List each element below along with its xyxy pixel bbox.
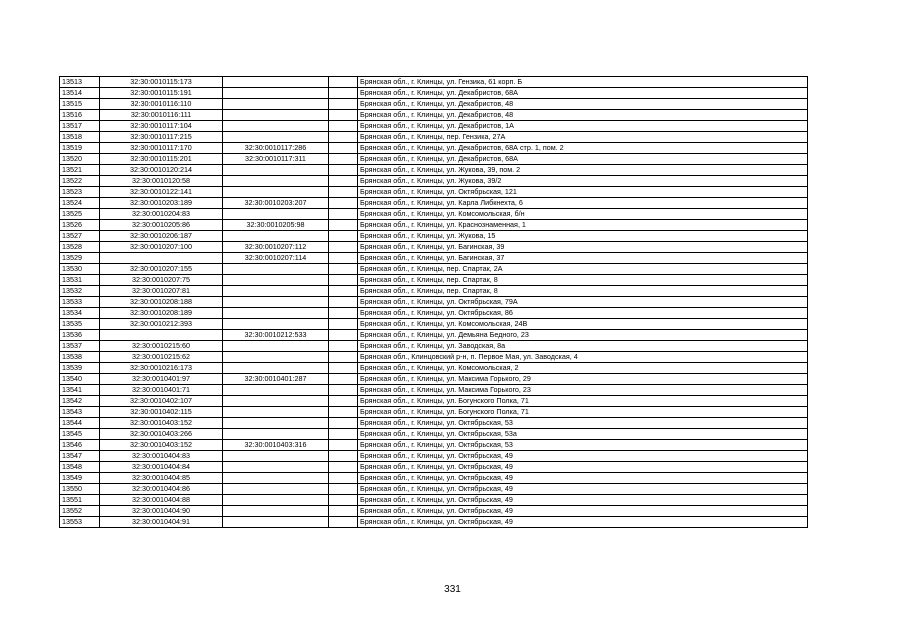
related-cadastral-number xyxy=(223,275,329,286)
address: Брянская обл., г. Клинцы, ул. Гензика, 61 корп. Б xyxy=(358,77,808,88)
empty-cell xyxy=(329,451,358,462)
cadastral-number: 32:30:0010208:188 xyxy=(100,297,223,308)
empty-cell xyxy=(329,297,358,308)
table-row xyxy=(60,165,808,176)
related-cadastral-number xyxy=(223,352,329,363)
row-number: 13515 xyxy=(60,99,100,110)
cadastral-number: 32:30:0010215:62 xyxy=(100,352,223,363)
table-row xyxy=(60,110,808,121)
address: Брянская обл., г. Клинцы, ул. Карла Либкнехта, 6 xyxy=(358,198,808,209)
row-number: 13513 xyxy=(60,77,100,88)
empty-cell xyxy=(329,363,358,374)
row-number: 13530 xyxy=(60,264,100,275)
address: Брянская обл., г. Клинцы, ул. Жукова, 15 xyxy=(358,231,808,242)
empty-cell xyxy=(329,88,358,99)
empty-cell xyxy=(329,220,358,231)
related-cadastral-number: 32:30:0010207:112 xyxy=(223,242,329,253)
row-number: 13523 xyxy=(60,187,100,198)
related-cadastral-number xyxy=(223,286,329,297)
table-row xyxy=(60,341,808,352)
empty-cell xyxy=(329,187,358,198)
address: Брянская обл., г. Клинцы, ул. Заводская, 8а xyxy=(358,341,808,352)
address: Брянская обл., г. Клинцы, ул. Октябрьская, 49 xyxy=(358,484,808,495)
table-row xyxy=(60,198,808,209)
empty-cell xyxy=(329,231,358,242)
table-row xyxy=(60,462,808,473)
row-number: 13551 xyxy=(60,495,100,506)
row-number: 13532 xyxy=(60,286,100,297)
empty-cell xyxy=(329,143,358,154)
table-row xyxy=(60,330,808,341)
table-row xyxy=(60,187,808,198)
address: Брянская обл., г. Клинцы, ул. Комсомольская, 24В xyxy=(358,319,808,330)
related-cadastral-number xyxy=(223,231,329,242)
empty-cell xyxy=(329,374,358,385)
cadastral-number: 32:30:0010117:170 xyxy=(100,143,223,154)
table-row xyxy=(60,242,808,253)
address: Брянская обл., г. Клинцы, ул. Октябрьская, 49 xyxy=(358,451,808,462)
empty-cell xyxy=(329,275,358,286)
related-cadastral-number: 32:30:0010205:98 xyxy=(223,220,329,231)
row-number: 13521 xyxy=(60,165,100,176)
row-number: 13533 xyxy=(60,297,100,308)
address: Брянская обл., г. Клинцы, ул. Максима Горького, 29 xyxy=(358,374,808,385)
cadastral-number: 32:30:0010205:86 xyxy=(100,220,223,231)
row-number: 13542 xyxy=(60,396,100,407)
cadastral-number: 32:30:0010404:86 xyxy=(100,484,223,495)
empty-cell xyxy=(329,396,358,407)
row-number: 13546 xyxy=(60,440,100,451)
address: Брянская обл., г. Клинцы, пер. Спартак, 8 xyxy=(358,275,808,286)
row-number: 13547 xyxy=(60,451,100,462)
address: Брянская обл., г. Клинцы, ул. Декабристов, 68А стр. 1, пом. 2 xyxy=(358,143,808,154)
address: Брянская обл., г. Клинцы, ул. Декабристов, 68А xyxy=(358,88,808,99)
table-row xyxy=(60,396,808,407)
cadastral-number: 32:30:0010215:60 xyxy=(100,341,223,352)
property-table xyxy=(59,76,808,528)
cadastral-number: 32:30:0010204:83 xyxy=(100,209,223,220)
related-cadastral-number xyxy=(223,341,329,352)
row-number: 13525 xyxy=(60,209,100,220)
address: Брянская обл., г. Клинцы, ул. Октябрьская, 121 xyxy=(358,187,808,198)
empty-cell xyxy=(329,253,358,264)
cadastral-number: 32:30:0010402:115 xyxy=(100,407,223,418)
related-cadastral-number xyxy=(223,165,329,176)
cadastral-number: 32:30:0010403:266 xyxy=(100,429,223,440)
table-row xyxy=(60,231,808,242)
address: Брянская обл., г. Клинцы, ул. Октябрьская, 49 xyxy=(358,506,808,517)
cadastral-number: 32:30:0010216:173 xyxy=(100,363,223,374)
page-number: 331 xyxy=(444,584,461,595)
related-cadastral-number: 32:30:0010401:287 xyxy=(223,374,329,385)
related-cadastral-number xyxy=(223,484,329,495)
table-row xyxy=(60,484,808,495)
empty-cell xyxy=(329,418,358,429)
row-number: 13553 xyxy=(60,517,100,528)
related-cadastral-number xyxy=(223,495,329,506)
row-number: 13548 xyxy=(60,462,100,473)
address: Брянская обл., г. Клинцы, ул. Богунского Полка, 71 xyxy=(358,407,808,418)
cadastral-number: 32:30:0010206:187 xyxy=(100,231,223,242)
table-row xyxy=(60,264,808,275)
address: Брянская обл., г. Клинцы, пер. Спартак, 8 xyxy=(358,286,808,297)
related-cadastral-number xyxy=(223,418,329,429)
address: Брянская обл., г. Клинцы, ул. Декабристов, 48 xyxy=(358,99,808,110)
row-number: 13541 xyxy=(60,385,100,396)
related-cadastral-number: 32:30:0010117:286 xyxy=(223,143,329,154)
table-row xyxy=(60,99,808,110)
related-cadastral-number xyxy=(223,121,329,132)
row-number: 13544 xyxy=(60,418,100,429)
table-row xyxy=(60,297,808,308)
row-number: 13537 xyxy=(60,341,100,352)
table-row xyxy=(60,352,808,363)
property-table-body xyxy=(60,77,808,528)
empty-cell xyxy=(329,352,358,363)
related-cadastral-number: 32:30:0010203:207 xyxy=(223,198,329,209)
table-row xyxy=(60,121,808,132)
empty-cell xyxy=(329,198,358,209)
related-cadastral-number xyxy=(223,209,329,220)
cadastral-number: 32:30:0010404:84 xyxy=(100,462,223,473)
row-number: 13535 xyxy=(60,319,100,330)
table-row xyxy=(60,418,808,429)
related-cadastral-number xyxy=(223,506,329,517)
empty-cell xyxy=(329,330,358,341)
table-row xyxy=(60,363,808,374)
table-row xyxy=(60,77,808,88)
table-row xyxy=(60,451,808,462)
related-cadastral-number xyxy=(223,187,329,198)
empty-cell xyxy=(329,495,358,506)
related-cadastral-number xyxy=(223,176,329,187)
empty-cell xyxy=(329,77,358,88)
cadastral-number: 32:30:0010404:83 xyxy=(100,451,223,462)
related-cadastral-number xyxy=(223,319,329,330)
row-number: 13536 xyxy=(60,330,100,341)
row-number: 13531 xyxy=(60,275,100,286)
cadastral-number: 32:30:0010116:111 xyxy=(100,110,223,121)
cadastral-number: 32:30:0010207:155 xyxy=(100,264,223,275)
cadastral-number: 32:30:0010404:88 xyxy=(100,495,223,506)
cadastral-number: 32:30:0010115:173 xyxy=(100,77,223,88)
address: Брянская обл., г. Клинцы, ул. Максима Горького, 23 xyxy=(358,385,808,396)
cadastral-number: 32:30:0010401:71 xyxy=(100,385,223,396)
cadastral-number: 32:30:0010403:152 xyxy=(100,440,223,451)
address: Брянская обл., г. Клинцы, ул. Октябрьская, 49 xyxy=(358,462,808,473)
address: Брянская обл., г. Клинцы, ул. Октябрьская, 53 xyxy=(358,418,808,429)
address: Брянская обл., г. Клинцы, пер. Гензика, 27А xyxy=(358,132,808,143)
empty-cell xyxy=(329,264,358,275)
address: Брянская обл., г. Клинцы, ул. Декабристов, 1А xyxy=(358,121,808,132)
empty-cell xyxy=(329,319,358,330)
table-row xyxy=(60,275,808,286)
cadastral-number: 32:30:0010203:189 xyxy=(100,198,223,209)
cadastral-number: 32:30:0010207:81 xyxy=(100,286,223,297)
empty-cell xyxy=(329,506,358,517)
table-row xyxy=(60,374,808,385)
cadastral-number: 32:30:0010115:201 xyxy=(100,154,223,165)
empty-cell xyxy=(329,121,358,132)
table-row xyxy=(60,286,808,297)
related-cadastral-number xyxy=(223,363,329,374)
row-number: 13528 xyxy=(60,242,100,253)
row-number: 13520 xyxy=(60,154,100,165)
related-cadastral-number xyxy=(223,517,329,528)
address: Брянская обл., г. Клинцы, ул. Краснознаменная, 1 xyxy=(358,220,808,231)
row-number: 13518 xyxy=(60,132,100,143)
address: Брянская обл., г. Клинцы, ул. Богунского Полка, 71 xyxy=(358,396,808,407)
empty-cell xyxy=(329,132,358,143)
address: Брянская обл., г. Клинцы, ул. Октябрьская, 49 xyxy=(358,495,808,506)
table-row xyxy=(60,319,808,330)
cadastral-number: 32:30:0010207:75 xyxy=(100,275,223,286)
related-cadastral-number xyxy=(223,407,329,418)
cadastral-number: 32:30:0010402:107 xyxy=(100,396,223,407)
table-row xyxy=(60,517,808,528)
cadastral-number: 32:30:0010116:110 xyxy=(100,99,223,110)
table-row xyxy=(60,385,808,396)
related-cadastral-number xyxy=(223,77,329,88)
table-row xyxy=(60,220,808,231)
cadastral-number: 32:30:0010404:91 xyxy=(100,517,223,528)
table-row xyxy=(60,132,808,143)
related-cadastral-number: 32:30:0010403:316 xyxy=(223,440,329,451)
row-number: 13543 xyxy=(60,407,100,418)
row-number: 13529 xyxy=(60,253,100,264)
row-number: 13526 xyxy=(60,220,100,231)
table-row xyxy=(60,143,808,154)
table-row xyxy=(60,407,808,418)
cadastral-number: 32:30:0010117:104 xyxy=(100,121,223,132)
related-cadastral-number xyxy=(223,429,329,440)
address: Брянская обл., г. Клинцы, ул. Жукова, 39/2 xyxy=(358,176,808,187)
empty-cell xyxy=(329,517,358,528)
empty-cell xyxy=(329,286,358,297)
address: Брянская обл., г. Клинцы, ул. Октябрьская, 86 xyxy=(358,308,808,319)
cadastral-number: 32:30:0010404:85 xyxy=(100,473,223,484)
related-cadastral-number: 32:30:0010117:311 xyxy=(223,154,329,165)
related-cadastral-number xyxy=(223,451,329,462)
cadastral-number: 32:30:0010120:214 xyxy=(100,165,223,176)
address: Брянская обл., г. Клинцы, ул. Декабристов, 68А xyxy=(358,154,808,165)
cadastral-number: 32:30:0010122:141 xyxy=(100,187,223,198)
cadastral-number: 32:30:0010401:97 xyxy=(100,374,223,385)
row-number: 13522 xyxy=(60,176,100,187)
empty-cell xyxy=(329,407,358,418)
address: Брянская обл., г. Клинцы, ул. Жукова, 39, пом. 2 xyxy=(358,165,808,176)
empty-cell xyxy=(329,462,358,473)
empty-cell xyxy=(329,484,358,495)
cadastral-number: 32:30:0010208:189 xyxy=(100,308,223,319)
row-number: 13534 xyxy=(60,308,100,319)
row-number: 13539 xyxy=(60,363,100,374)
related-cadastral-number xyxy=(223,99,329,110)
address: Брянская обл., г. Клинцы, ул. Демьяна Бедного, 23 xyxy=(358,330,808,341)
empty-cell xyxy=(329,99,358,110)
address: Брянская обл., г. Клинцы, ул. Октябрьская, 49 xyxy=(358,517,808,528)
table-row xyxy=(60,440,808,451)
table-row xyxy=(60,154,808,165)
empty-cell xyxy=(329,176,358,187)
cadastral-number xyxy=(100,330,223,341)
row-number: 13524 xyxy=(60,198,100,209)
address: Брянская обл., г. Клинцы, пер. Спартак, 2А xyxy=(358,264,808,275)
related-cadastral-number xyxy=(223,396,329,407)
related-cadastral-number: 32:30:0010212:533 xyxy=(223,330,329,341)
related-cadastral-number: 32:30:0010207:114 xyxy=(223,253,329,264)
cadastral-number: 32:30:0010212:393 xyxy=(100,319,223,330)
row-number: 13519 xyxy=(60,143,100,154)
row-number: 13514 xyxy=(60,88,100,99)
empty-cell xyxy=(329,341,358,352)
row-number: 13549 xyxy=(60,473,100,484)
table-row xyxy=(60,506,808,517)
cadastral-number: 32:30:0010120:58 xyxy=(100,176,223,187)
related-cadastral-number xyxy=(223,385,329,396)
cadastral-number: 32:30:0010403:152 xyxy=(100,418,223,429)
empty-cell xyxy=(329,110,358,121)
row-number: 13517 xyxy=(60,121,100,132)
empty-cell xyxy=(329,209,358,220)
related-cadastral-number xyxy=(223,264,329,275)
related-cadastral-number xyxy=(223,462,329,473)
address: Брянская обл., г. Клинцы, ул. Октябрьская, 49 xyxy=(358,473,808,484)
row-number: 13540 xyxy=(60,374,100,385)
cadastral-number: 32:30:0010117:215 xyxy=(100,132,223,143)
table-row xyxy=(60,495,808,506)
empty-cell xyxy=(329,308,358,319)
related-cadastral-number xyxy=(223,297,329,308)
related-cadastral-number xyxy=(223,473,329,484)
row-number: 13516 xyxy=(60,110,100,121)
empty-cell xyxy=(329,165,358,176)
address: Брянская обл., г. Клинцы, ул. Октябрьская, 79А xyxy=(358,297,808,308)
table-row xyxy=(60,253,808,264)
related-cadastral-number xyxy=(223,88,329,99)
cadastral-number xyxy=(100,253,223,264)
empty-cell xyxy=(329,473,358,484)
row-number: 13552 xyxy=(60,506,100,517)
empty-cell xyxy=(329,440,358,451)
address: Брянская обл., г. Клинцы, ул. Комсомольская, б/н xyxy=(358,209,808,220)
empty-cell xyxy=(329,154,358,165)
table-row xyxy=(60,429,808,440)
table-row xyxy=(60,176,808,187)
address: Брянская обл., г. Клинцы, ул. Багинская, 37 xyxy=(358,253,808,264)
empty-cell xyxy=(329,385,358,396)
address: Брянская обл., г. Клинцы, ул. Комсомольская, 2 xyxy=(358,363,808,374)
address: Брянская обл., Клинцовский р-н, п. Первое Мая, ул. Заводская, 4 xyxy=(358,352,808,363)
row-number: 13550 xyxy=(60,484,100,495)
table-row xyxy=(60,209,808,220)
address: Брянская обл., г. Клинцы, ул. Октябрьская, 53а xyxy=(358,429,808,440)
empty-cell xyxy=(329,242,358,253)
cadastral-number: 32:30:0010115:191 xyxy=(100,88,223,99)
related-cadastral-number xyxy=(223,308,329,319)
row-number: 13538 xyxy=(60,352,100,363)
table-row xyxy=(60,473,808,484)
row-number: 13545 xyxy=(60,429,100,440)
cadastral-number: 32:30:0010207:100 xyxy=(100,242,223,253)
address: Брянская обл., г. Клинцы, ул. Октябрьская, 53 xyxy=(358,440,808,451)
row-number: 13527 xyxy=(60,231,100,242)
address: Брянская обл., г. Клинцы, ул. Декабристов, 48 xyxy=(358,110,808,121)
related-cadastral-number xyxy=(223,132,329,143)
table-row xyxy=(60,308,808,319)
empty-cell xyxy=(329,429,358,440)
related-cadastral-number xyxy=(223,110,329,121)
table-row xyxy=(60,88,808,99)
cadastral-number: 32:30:0010404:90 xyxy=(100,506,223,517)
address: Брянская обл., г. Клинцы, ул. Багинская, 39 xyxy=(358,242,808,253)
